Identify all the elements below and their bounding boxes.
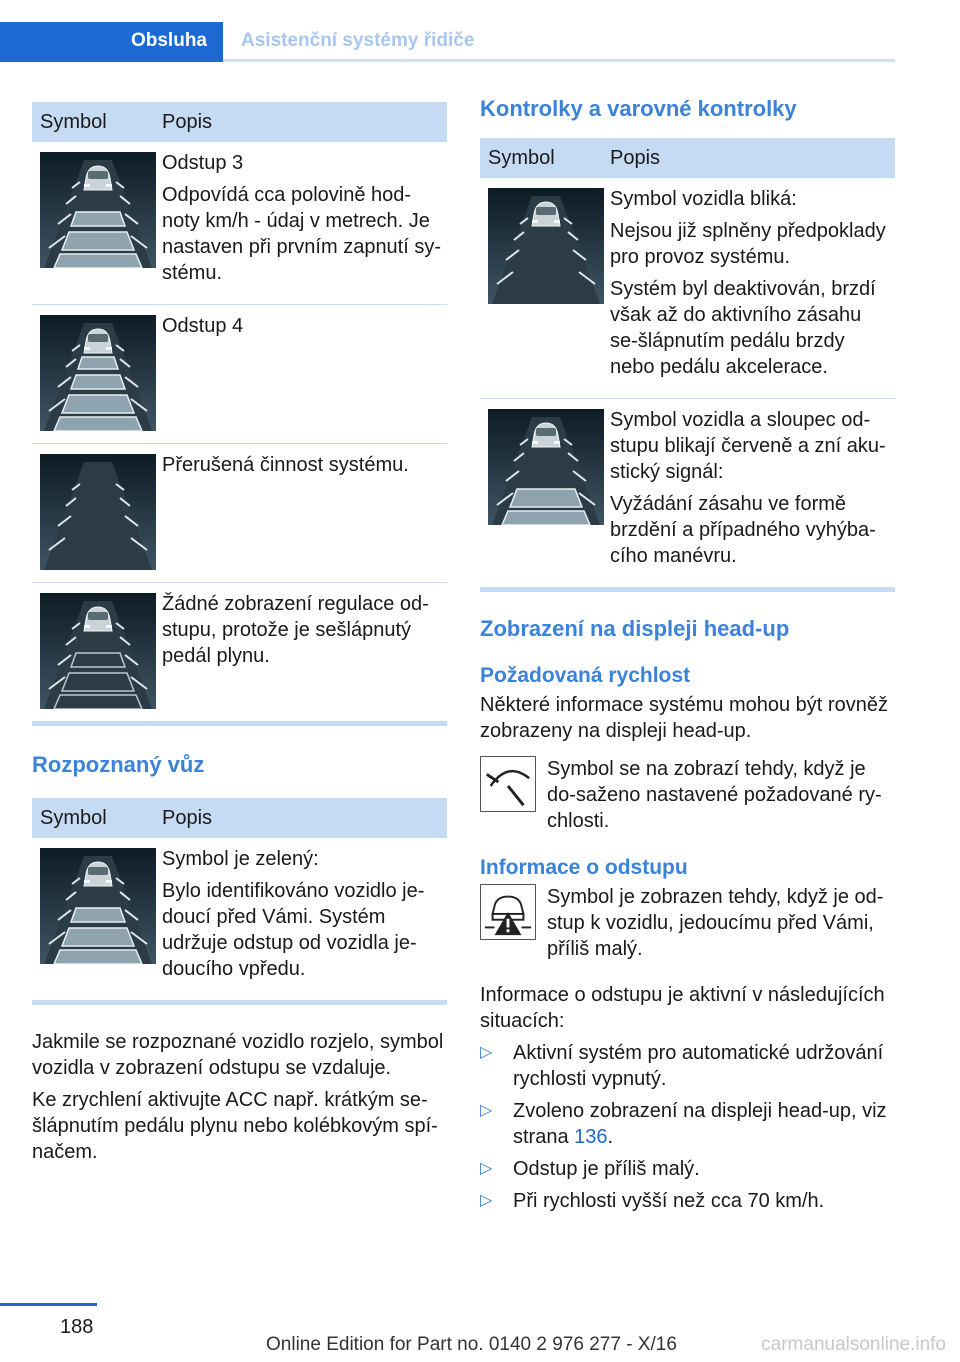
vehicle-blinking-icon [488, 188, 604, 304]
subsection-title-distance-info: Informace o odstupu [480, 856, 688, 879]
speed-symbol-row [480, 756, 895, 834]
left-column [32, 102, 447, 1165]
table-row [32, 583, 447, 722]
row-title: Odstup 4 [162, 315, 244, 337]
footer-rule [0, 1303, 97, 1306]
page-link[interactable]: 136 [574, 1126, 608, 1148]
acc-distance-3-icon [40, 152, 156, 268]
page-header [0, 22, 895, 62]
row-title: Odstup 3 [162, 152, 244, 174]
row-text: Systém byl deaktivován, brzdí však až do aktivního zásahu se-šlápnutím pedálu brzdy nebo pedálu akcelerace. [610, 278, 876, 378]
paragraph: Informace o odstupu je aktivní v následujících situacích: [480, 984, 885, 1032]
row-text: Nejsou již splněny předpoklady pro provoz systému. [610, 220, 886, 268]
table-end-rule [32, 1000, 447, 1005]
header-symbol: Symbol [480, 138, 604, 178]
distance-symbols-table [32, 102, 447, 721]
watermark: carmanualsonline.info [761, 1334, 946, 1355]
distance-symbol-row [480, 884, 895, 962]
row-title: Žádné zobrazení regulace od-stupu, protože je sešlápnutý pedál plynu. [162, 593, 429, 667]
vehicle-warning-red-icon [488, 409, 604, 525]
list-item: ▷ Při rychlosti vyšší než cca 70 km/h. [480, 1190, 825, 1212]
row-title: Symbol vozidla a sloupec od-stupu blikají červeně a zní aku-stický signál: [610, 409, 886, 483]
acc-no-regulation-icon [40, 593, 156, 709]
table-header-row [480, 138, 895, 178]
header-popis: Popis [604, 138, 895, 178]
row-text: Odpovídá cca polovině hod-noty km/h - údaj v metrech. Je nastaven při prvním zapnutí sy-stému. [162, 184, 442, 284]
paragraph: Některé informace systému mohou být rovněž zobrazeny na displeji head-up. [480, 694, 888, 742]
acc-distance-4-icon [40, 315, 156, 431]
recognized-vehicle-table [32, 798, 447, 1000]
distance-symbol-text: Symbol je zobrazen tehdy, když je od-stup k vozidlu, jedoucímu před Vámi, příliš malý. [547, 886, 884, 960]
edition-note: Online Edition for Part no. 0140 2 976 277 - X/16 [266, 1334, 677, 1355]
header-symbol: Symbol [32, 102, 156, 142]
triangle-bullet-icon: ▷ [480, 1044, 493, 1061]
header-popis: Popis [156, 798, 447, 838]
header-rule [223, 59, 895, 62]
subsection-title-desired-speed: Požadovaná rychlost [480, 664, 691, 687]
table-row [480, 399, 895, 588]
row-text: Bylo identifikováno vozidlo je-doucí před Vámi. Systém udržuje odstup od vozidla je-doucího vpředu. [162, 880, 425, 980]
breadcrumb[interactable]: Asistenční systémy řidiče [241, 30, 475, 51]
paragraph: Jakmile se rozpoznané vozidlo rozjelo, symbol vozidla v zobrazení odstupu se vzdaluje. [32, 1031, 444, 1079]
list-item: ▷ Odstup je příliš malý. [480, 1158, 700, 1180]
triangle-bullet-icon: ▷ [480, 1192, 493, 1209]
section-title-warning-lights: Kontrolky a varovné kontrolky [480, 96, 797, 121]
row-title: Symbol je zelený: [162, 848, 319, 870]
header-popis: Popis [156, 102, 447, 142]
table-row [32, 305, 447, 444]
section-tab[interactable]: Obsluha [0, 22, 223, 62]
table-end-rule [32, 721, 447, 726]
acc-interrupted-icon [40, 454, 156, 570]
table-header-row [32, 102, 447, 142]
warning-lights-table [480, 138, 895, 587]
right-column [480, 96, 895, 1220]
header-symbol: Symbol [32, 798, 156, 838]
list-item: ▷ Aktivní systém pro automatické udržování rychlosti vypnutý. [480, 1042, 884, 1090]
page-number: 188 [60, 1316, 94, 1338]
table-end-rule [480, 587, 895, 592]
list-item: ▷ Zvoleno zobrazení na displeji head-up, viz strana 136. [480, 1100, 887, 1148]
table-row [32, 444, 447, 583]
table-row [480, 178, 895, 399]
table-header-row [32, 798, 447, 838]
row-title: Symbol vozidla bliká: [610, 188, 797, 210]
acc-vehicle-detected-icon [40, 848, 156, 964]
table-row [32, 142, 447, 305]
table-row [32, 838, 447, 1000]
speed-symbol-text: Symbol se na zobrazí tehdy, když je do-saženo nastavené požadované ry-chlosti. [547, 758, 882, 832]
triangle-bullet-icon: ▷ [480, 1102, 493, 1119]
condition-list [480, 1040, 895, 1214]
section-title-recognized-vehicle: Rozpoznaný vůz [32, 752, 205, 777]
speedometer-needle-icon [480, 756, 536, 812]
paragraph: Ke zrychlení aktivujte ACC např. krátkým se-šlápnutím pedálu plynu nebo kolébkovým spí-načem. [32, 1089, 438, 1163]
triangle-bullet-icon: ▷ [480, 1160, 493, 1177]
row-text: Vyžádání zásahu ve formě brzdění a případného vyhýba-cího manévru. [610, 493, 876, 567]
section-title-head-up: Zobrazení na displeji head-up [480, 616, 790, 641]
vehicle-warning-triangle-icon [480, 884, 536, 940]
row-title: Přerušená činnost systému. [162, 454, 409, 476]
